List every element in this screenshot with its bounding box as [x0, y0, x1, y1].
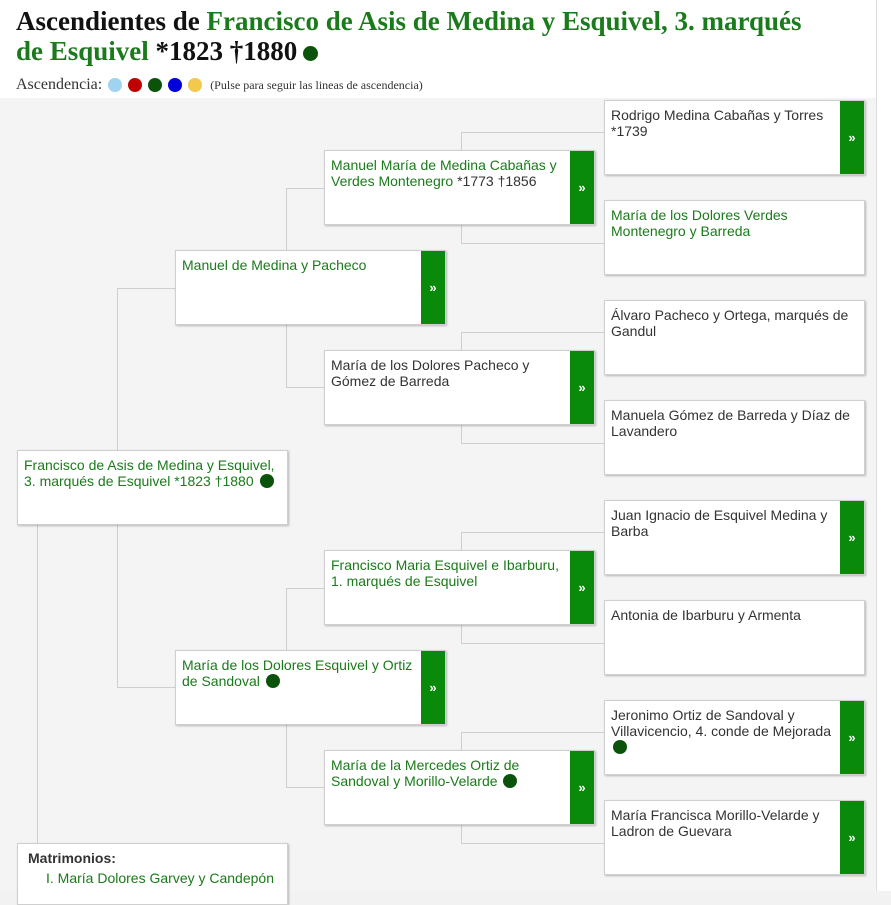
title-dates: *1823 †1880: [155, 36, 298, 66]
person-link[interactable]: María de los Dolores Verdes Montenegro y Barreda: [611, 207, 788, 239]
expand-button[interactable]: »: [840, 101, 864, 174]
connector: [461, 643, 604, 644]
lineage-dot-icon: [303, 46, 318, 61]
expand-button[interactable]: »: [570, 351, 594, 424]
person-link[interactable]: Manuela Gómez de Barreda y Díaz de Lavandero: [611, 407, 850, 439]
person-dates: *1773 †1856: [457, 173, 537, 189]
line-dot-yellow[interactable]: [188, 78, 202, 92]
person-link[interactable]: Rodrigo Medina Cabañas y Torres: [611, 107, 824, 123]
marriages-heading: Matrimonios:: [28, 850, 116, 866]
connector: [461, 532, 604, 533]
expand-button[interactable]: »: [570, 551, 594, 624]
expand-button[interactable]: »: [840, 501, 864, 574]
expand-button[interactable]: »: [840, 801, 864, 874]
person-box-root: [17, 450, 288, 525]
marriages-box: [17, 843, 288, 905]
person-link[interactable]: Álvaro Pacheco y Ortega, marqués de Gandul: [611, 307, 849, 339]
person-box-great-grandparent: [604, 600, 865, 675]
line-dot-red[interactable]: [128, 78, 142, 92]
spouse-link[interactable]: I. María Dolores Garvey y Candepón: [46, 870, 274, 886]
lineage-dot-icon: [260, 474, 274, 488]
person-box-great-grandparent: [604, 800, 865, 875]
line-dot-light-blue[interactable]: [108, 78, 122, 92]
person-dates: *1823 †1880: [174, 473, 254, 489]
person-link[interactable]: María de los Dolores Pacheco y Gómez de Barreda: [331, 357, 530, 389]
connector: [461, 443, 604, 444]
expand-button[interactable]: »: [570, 751, 594, 824]
expand-button[interactable]: »: [840, 701, 864, 774]
person-box-great-grandparent: [604, 100, 865, 175]
connector: [461, 732, 604, 733]
person-link[interactable]: Jeronimo Ortiz de Sandoval y Villavicencio, 4. conde de Mejorada: [611, 707, 831, 739]
ascendencia-row: [16, 76, 423, 94]
line-dot-dark-green[interactable]: [148, 78, 162, 92]
person-box-great-grandparent: [604, 700, 865, 775]
person-box-mother: [175, 650, 446, 725]
connector: [37, 524, 38, 844]
connector: [461, 132, 604, 133]
ascendencia-label: Ascendencia:: [16, 76, 103, 93]
person-link[interactable]: Antonia de Ibarburu y Armenta: [611, 607, 801, 623]
person-box-father: [175, 250, 446, 325]
person-box-great-grandparent: [604, 200, 865, 275]
title-prefix: Ascendientes de: [16, 6, 200, 36]
connector: [286, 188, 324, 189]
person-link[interactable]: Francisco Maria Esquivel e Ibarburu, 1. marqués de Esquivel: [331, 557, 559, 589]
line-dot-blue[interactable]: [168, 78, 182, 92]
expand-button[interactable]: »: [570, 151, 594, 224]
person-dates: *1739: [611, 123, 648, 139]
person-box-mat-grandmother: [324, 750, 595, 825]
title-person-link[interactable]: Francisco de Asis de Medina y Esquivel, 3. marqués de Esquivel: [16, 6, 802, 66]
person-link[interactable]: María Francisca Morillo-Velarde y Ladron de Guevara: [611, 807, 820, 839]
person-box-mat-grandfather: [324, 550, 595, 625]
ascendencia-note: (Pulse para seguir las lineas de ascendencia): [210, 77, 423, 92]
person-link[interactable]: Juan Ignacio de Esquivel Medina y Barba: [611, 507, 828, 539]
person-box-pat-grandfather: [324, 150, 595, 225]
lineage-dot-icon: [613, 740, 627, 754]
connector: [461, 243, 604, 244]
connector: [286, 387, 324, 388]
connector: [286, 588, 324, 589]
right-margin: [876, 0, 891, 891]
person-link[interactable]: Manuel María de Medina Cabañas y Verdes Montenegro: [331, 157, 557, 189]
page-title: [16, 6, 816, 66]
connector: [286, 787, 324, 788]
expand-button[interactable]: »: [421, 251, 445, 324]
person-link[interactable]: Francisco de Asis de Medina y Esquivel, 3. marqués de Esquivel: [24, 457, 275, 489]
connector: [117, 687, 175, 688]
person-box-great-grandparent: [604, 400, 865, 475]
person-box-great-grandparent: [604, 300, 865, 375]
expand-button[interactable]: »: [421, 651, 445, 724]
connector: [117, 288, 175, 289]
person-link[interactable]: Manuel de Medina y Pacheco: [182, 257, 367, 273]
person-link[interactable]: María de la Mercedes Ortiz de Sandoval y Morillo-Velarde: [331, 757, 520, 789]
person-box-great-grandparent: [604, 500, 865, 575]
connector: [461, 843, 604, 844]
connector: [461, 332, 604, 333]
person-box-pat-grandmother: [324, 350, 595, 425]
lineage-dot-icon: [503, 774, 517, 788]
lineage-dot-icon: [266, 674, 280, 688]
person-link[interactable]: María de los Dolores Esquivel y Ortiz de Sandoval: [182, 657, 413, 689]
